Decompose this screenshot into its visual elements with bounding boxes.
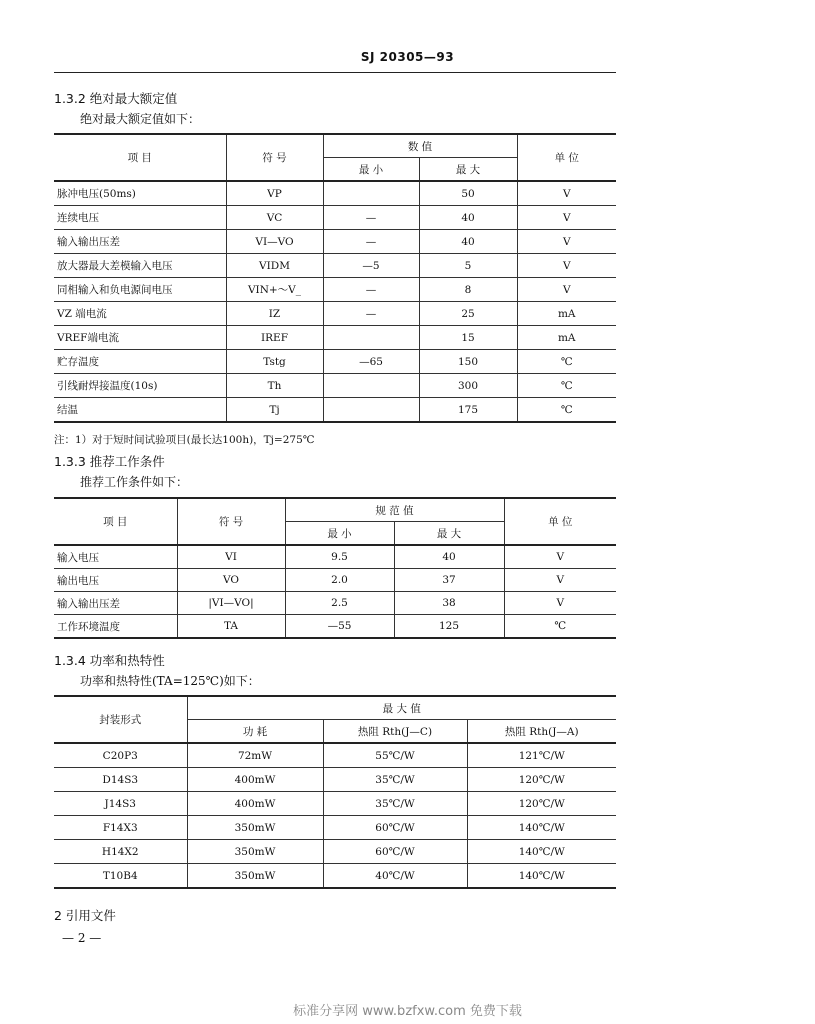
cell-unit: ℃ [517,350,616,374]
cell-max: 40 [419,230,517,254]
cell-min: —55 [285,615,394,639]
cell-rjc: 35℃/W [323,792,467,816]
cell-min: — [323,278,419,302]
cell-unit: V [517,181,616,206]
cell-min [323,398,419,423]
table-row [54,206,616,230]
table-row [54,840,616,864]
cell-item: 输入输出压差 [54,230,226,254]
thermal-characteristics-table [54,695,616,889]
cell-unit: V [517,278,616,302]
cell-package: F14X3 [54,816,187,840]
table-row [54,350,616,374]
cell-max: 38 [394,592,504,615]
cell-symbol: Th [226,374,323,398]
cell-symbol: VIDM [226,254,323,278]
cell-item: 同相输入和负电源间电压 [54,278,226,302]
cell-item: 结温 [54,398,226,423]
col-header-symbol: 符 号 [226,134,323,181]
cell-symbol: VC [226,206,323,230]
table-row [54,278,616,302]
table-row [54,326,616,350]
cell-max: 5 [419,254,517,278]
cell-power: 400mW [187,768,323,792]
cell-max: 125 [394,615,504,639]
cell-item: 引线耐焊接温度(10s) [54,374,226,398]
cell-unit: mA [517,326,616,350]
table-row [54,864,616,889]
cell-max: 8 [419,278,517,302]
table-row [54,181,616,206]
cell-rja: 120℃/W [467,768,616,792]
table-row [54,592,616,615]
cell-min [323,374,419,398]
cell-min [323,181,419,206]
cell-symbol: VI [177,545,285,569]
cell-power: 350mW [187,840,323,864]
cell-unit: V [517,206,616,230]
cell-item: 放大器最大差模输入电压 [54,254,226,278]
cell-min: — [323,302,419,326]
table-row [54,254,616,278]
cell-min: —65 [323,350,419,374]
cell-symbol: IREF [226,326,323,350]
cell-package: D14S3 [54,768,187,792]
watermark-text: 标准分享网 www.bzfxw.com 免费下载 [293,1004,522,1019]
table-row [54,615,616,639]
col-header-spec-value: 规 范 值 [285,498,504,522]
cell-package: C20P3 [54,743,187,768]
cell-symbol: Tstg [226,350,323,374]
col-header-item: 项 目 [54,134,226,181]
cell-min: 2.0 [285,569,394,592]
cell-package: H14X2 [54,840,187,864]
section-heading-1-3-3: 1.3.3 推荐工作条件 [54,454,165,469]
cell-item: 输出电压 [54,569,177,592]
cell-symbol: IZ [226,302,323,326]
cell-rja: 120℃/W [467,792,616,816]
cell-min: — [323,230,419,254]
cell-unit: V [517,230,616,254]
cell-min: — [323,206,419,230]
col-header-min: 最 小 [285,522,394,546]
cell-symbol: |VI—VO| [177,592,285,615]
cell-max: 40 [419,206,517,230]
cell-unit: V [517,254,616,278]
table-row [54,374,616,398]
cell-package: T10B4 [54,864,187,889]
cell-rjc: 55℃/W [323,743,467,768]
cell-max: 50 [419,181,517,206]
cell-unit: V [504,592,616,615]
col-header-unit: 单 位 [517,134,616,181]
cell-rjc: 60℃/W [323,840,467,864]
table-row [54,743,616,768]
table-row [54,792,616,816]
cell-item: 连续电压 [54,206,226,230]
table-row [54,545,616,569]
cell-rja: 121℃/W [467,743,616,768]
cell-rjc: 60℃/W [323,816,467,840]
table-row [54,302,616,326]
section-intro-1-3-2: 绝对最大额定值如下： [80,112,201,126]
cell-unit: ℃ [517,398,616,423]
cell-min [323,326,419,350]
cell-max: 175 [419,398,517,423]
table-row [54,768,616,792]
cell-max: 300 [419,374,517,398]
col-header-rth-jc: 热阻 Rth(J—C) [323,720,467,744]
recommended-conditions-table [54,497,616,639]
cell-max: 15 [419,326,517,350]
absolute-max-ratings-table [54,133,616,423]
section-heading-2: 2 引用文件 [54,908,116,923]
cell-power: 350mW [187,816,323,840]
cell-symbol: TA [177,615,285,639]
col-header-power: 功 耗 [187,720,323,744]
cell-max: 150 [419,350,517,374]
table-row [54,230,616,254]
col-header-package: 封装形式 [54,696,187,743]
cell-min: 2.5 [285,592,394,615]
section-heading-1-3-2: 1.3.2 绝对最大额定值 [54,91,178,106]
cell-item: 输入电压 [54,545,177,569]
cell-item: VREF端电流 [54,326,226,350]
col-header-rth-ja: 热阻 Rth(J—A) [467,720,616,744]
cell-unit: ℃ [517,374,616,398]
table-row [54,569,616,592]
section-heading-1-3-4: 1.3.4 功率和热特性 [54,653,165,668]
page-number: — 2 — [62,931,102,945]
cell-symbol: VIN+～V_ [226,278,323,302]
col-header-unit: 单 位 [504,498,616,545]
table-row [54,398,616,423]
cell-rja: 140℃/W [467,864,616,889]
col-header-symbol: 符 号 [177,498,285,545]
cell-item: 工作环境温度 [54,615,177,639]
cell-power: 400mW [187,792,323,816]
cell-max: 40 [394,545,504,569]
cell-rja: 140℃/W [467,840,616,864]
cell-max: 37 [394,569,504,592]
col-header-min: 最 小 [323,158,419,182]
cell-rjc: 35℃/W [323,768,467,792]
cell-symbol: VP [226,181,323,206]
cell-power: 350mW [187,864,323,889]
cell-unit: V [504,545,616,569]
cell-symbol: VO [177,569,285,592]
cell-symbol: Tj [226,398,323,423]
col-header-item: 项 目 [54,498,177,545]
header-rule [54,72,616,73]
cell-symbol: VI—VO [226,230,323,254]
cell-rja: 140℃/W [467,816,616,840]
col-header-max: 最 大 [419,158,517,182]
cell-unit: ℃ [504,615,616,639]
table-note: 注：1）对于短时间试验项目(最长达100h)，Tj=275℃ [54,434,315,446]
cell-package: J14S3 [54,792,187,816]
cell-unit: V [504,569,616,592]
section-intro-1-3-3: 推荐工作条件如下： [80,475,189,489]
cell-power: 72mW [187,743,323,768]
section-intro-1-3-4: 功率和热特性(TA=125℃)如下： [80,674,260,688]
cell-item: 脉冲电压(50ms) [54,181,226,206]
col-header-value: 数 值 [323,134,517,158]
col-header-max: 最 大 [394,522,504,546]
cell-item: VZ 端电流 [54,302,226,326]
cell-item: 贮存温度 [54,350,226,374]
cell-unit: mA [517,302,616,326]
table-row [54,816,616,840]
cell-min: —5 [323,254,419,278]
cell-max: 25 [419,302,517,326]
col-header-max-value: 最 大 值 [187,696,616,720]
cell-min: 9.5 [285,545,394,569]
document-code: SJ 20305—93 [360,50,455,64]
cell-rjc: 40℃/W [323,864,467,889]
cell-item: 输入输出压差 [54,592,177,615]
